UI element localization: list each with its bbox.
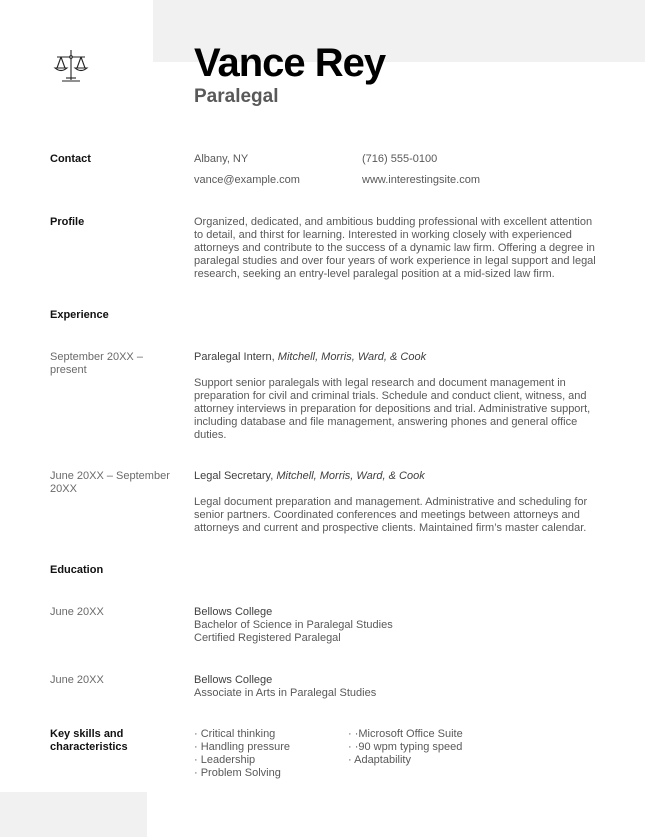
- education-degree: Associate in Arts in Paralegal Studies: [194, 687, 377, 699]
- education-entry: [194, 674, 604, 700]
- contact-email[interactable]: vance@example.com: [194, 174, 300, 186]
- skill-item: · Problem Solving: [194, 767, 281, 779]
- experience-entry: [194, 470, 604, 535]
- skill-item: · Adaptability: [348, 754, 411, 766]
- skills-list-2: [348, 728, 463, 767]
- skills-list-1: [194, 728, 290, 780]
- education-date: June 20XX: [50, 606, 104, 618]
- education-heading: Education: [50, 564, 104, 576]
- job-title-line: [194, 470, 604, 483]
- skill-item: · Critical thinking: [194, 728, 276, 740]
- job-company: Mitchell, Morris, Ward, & Cook: [276, 470, 425, 482]
- experience-dates: June 20XX – September 20XX: [50, 470, 170, 495]
- job-company: Mitchell, Morris, Ward, & Cook: [277, 351, 427, 363]
- education-school: Bellows College: [194, 606, 273, 618]
- skill-item: · Leadership: [194, 754, 256, 766]
- education-entry: [194, 606, 604, 645]
- skill-item: · ·90 wpm typing speed: [348, 741, 463, 753]
- contact-phone[interactable]: (716) 555-0100: [362, 153, 438, 165]
- job-description: Legal document preparation and management. Administrative and scheduling for senior partners. Coordinated conferences and meetings between attorneys and attorneys and current and prospective clients. Maintained firm’s master calendar.: [194, 496, 588, 534]
- education-certification: Certified Registered Paralegal: [194, 632, 341, 644]
- skills-heading: Key skills and characteristics: [50, 728, 128, 753]
- contact-website[interactable]: www.interestingsite.com: [362, 174, 480, 186]
- skill-item: · Handling pressure: [194, 741, 290, 753]
- contact-heading: Contact: [50, 153, 91, 165]
- profile-heading: Profile: [50, 216, 85, 228]
- footer-accent-block: [0, 792, 147, 837]
- experience-entry: [194, 351, 604, 442]
- experience-heading: Experience: [50, 309, 109, 321]
- job-title: Paralegal Intern,: [194, 351, 275, 363]
- education-degree: Bachelor of Science in Paralegal Studies: [194, 619, 393, 631]
- candidate-name: Vance Rey: [194, 41, 386, 85]
- skill-item: · ·Microsoft Office Suite: [348, 728, 463, 740]
- contact-location: Albany, NY: [194, 153, 249, 165]
- education-school: Bellows College: [194, 674, 273, 686]
- candidate-role: Paralegal: [194, 86, 279, 107]
- experience-dates: September 20XX – present: [50, 351, 143, 376]
- job-title-line: [194, 351, 604, 364]
- job-description: Support senior paralegals with legal research and document management in preparation for civil and criminal trials. Schedule and conduct client, witness, and attorney interviews in preparation for depositions and trial. Administrative support, including database and file management, answering phones and general office duties.: [194, 377, 591, 441]
- scales-of-justice-icon: [52, 48, 90, 84]
- education-date: June 20XX: [50, 674, 104, 686]
- job-title: Legal Secretary,: [194, 470, 274, 482]
- profile-text: Organized, dedicated, and ambitious budding professional with excellent attention to detail, and thirst for learning. Interested in working closely with experienced attorneys and contribute to the success of a dynamic law firm. Offering a degree in paralegal studies and over four years of work experience in legal support and legal research, seeking an entry-level paralegal position at a mid-sized law firm.: [194, 216, 596, 280]
